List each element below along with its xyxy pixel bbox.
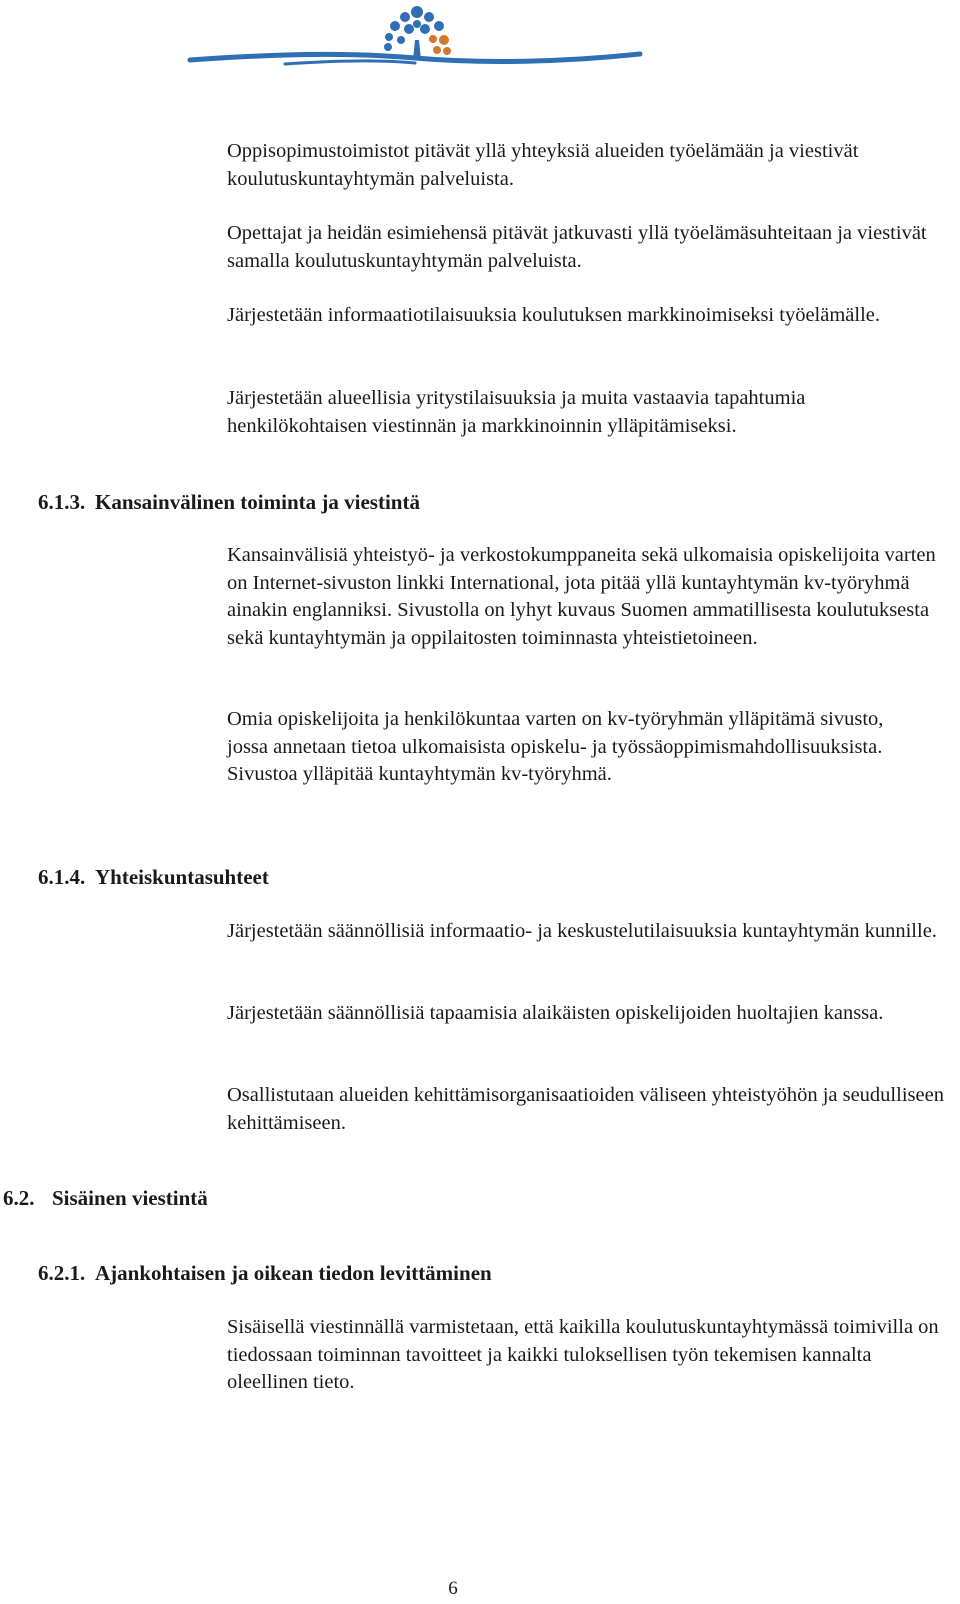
section-heading-internal-communication [3, 1184, 208, 1212]
paragraph-municipality-events: Järjestetään säännöllisiä informaatio- ja keskustelutilaisuuksia kuntayhtymän kunnille. [227, 920, 937, 942]
section-title: Yhteiskuntasuhteet [95, 865, 269, 889]
paragraph-international-site: Kansainvälisiä yhteistyö- ja verkostokumppaneita sekä ulkomaisia opiskelijoita varten on Internet-sivuston linkki International, jota pitää yllä kuntayhtymän kv-työryhmä ainakin englanniksi. Sivustolla on lyhyt kuvaus Suomen ammatillisesta koulutuksesta sekä kuntayhtymän ja oppilaitosten toiminnasta yhteistietoineen. [227, 544, 936, 649]
paragraph-apprenticeship-offices: Oppisopimustoimistot pitävät yllä yhteyksiä alueiden työelämään ja viestivät koulutuskuntayhtymän palveluista. [227, 140, 859, 190]
tree-logo-icon [185, 0, 655, 72]
section-heading-international [38, 488, 420, 516]
section-heading-community-relations [38, 863, 269, 891]
paragraph-regional-events: Järjestetään alueellisia yritystilaisuuksia ja muita vastaavia tapahtumia henkilökohtaisen viestinnän ja markkinoinnin ylläpitämiseksi. [227, 387, 806, 437]
section-number: 6.2. [3, 1186, 35, 1210]
paragraph-guardian-meetings: Järjestetään säännöllisiä tapaamisia alaikäisten opiskelijoiden huoltajien kanssa. [227, 1002, 884, 1024]
paragraph-own-students-site: Omia opiskelijoita ja henkilökuntaa varten on kv-työryhmän ylläpitämä sivusto, jossa annetaan tietoa ulkomaisista opiskelu- ja työssäoppimismahdollisuuksista. Sivustoa ylläpitää kuntayhtymän kv-työryhmä. [227, 708, 884, 786]
section-number: 6.2.1. [38, 1261, 86, 1285]
paragraph-teachers: Opettajat ja heidän esimiehensä pitävät jatkuvasti yllä työelämäsuhteitaan ja viestivät samalla koulutuskuntayhtymän palveluista. [227, 222, 927, 272]
section-title: Kansainvälinen toiminta ja viestintä [95, 490, 420, 514]
paragraph-info-events: Järjestetään informaatiotilaisuuksia koulutuksen markkinoimiseksi työelämälle. [227, 304, 880, 326]
section-heading-current-information [38, 1259, 492, 1287]
section-title: Ajankohtaisen ja oikean tiedon levittäminen [95, 1261, 492, 1285]
page-number: 6 [448, 1578, 458, 1599]
section-number: 6.1.4. [38, 865, 86, 889]
paragraph-regional-development: Osallistutaan alueiden kehittämisorganisaatioiden väliseen yhteistyöhön ja seudulliseen kehittämiseen. [227, 1084, 944, 1134]
section-title: Sisäinen viestintä [52, 1186, 208, 1210]
section-number: 6.1.3. [38, 490, 86, 514]
paragraph-internal-communication: Sisäisellä viestinnällä varmistetaan, että kaikilla koulutuskuntayhtymässä toimivilla on tiedossaan toiminnan tavoitteet ja kaikki tuloksellisen työn tekemisen kannalta oleellinen tieto. [227, 1316, 939, 1394]
